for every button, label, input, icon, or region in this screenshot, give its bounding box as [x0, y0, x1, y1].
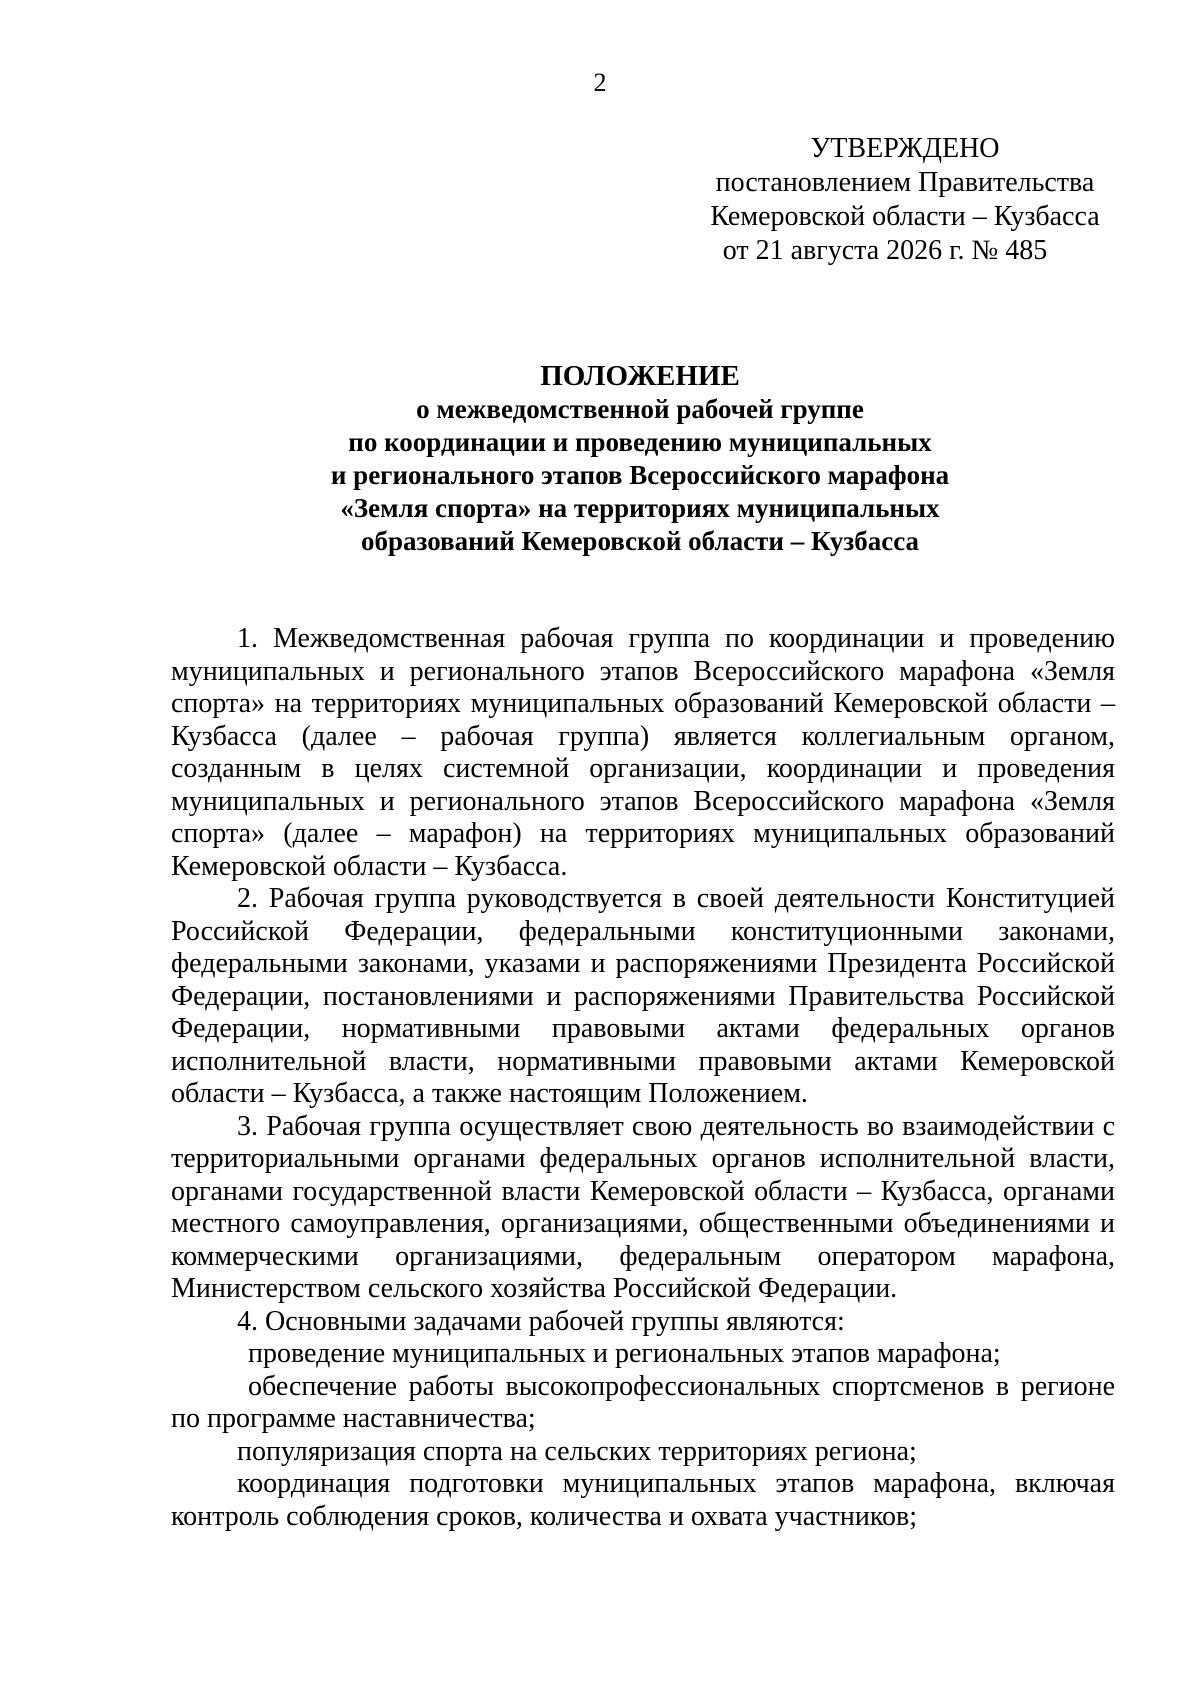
document-body: [171, 623, 1115, 1533]
approval-line-by-resolution: постановлением Правительства: [715, 167, 1095, 198]
approval-line-approved: УТВЕРЖДЕНО: [810, 133, 1000, 164]
paragraph-2: 2. Рабочая группа руководствуется в своей деятельности Конституцией Российской Федерации, федеральными конституционными законами, федеральными законами, указами и распоряжениями Президента Российской Федерации, постановлениями и распоряжениями Правительства Российской Федерации, нормативными правовыми актами федеральных органов исполнительной власти, нормативными правовыми актами Кемеровской области – Кузбасса, а также настоящим Положением.: [171, 883, 1115, 1109]
paragraph-1: 1. Межведомственная рабочая группа по координации и проведению муниципальных и регионального этапов Всероссийского марафона «Земля спорта» на территориях муниципальных образований Кемеровской области – Кузбасса (далее – рабочая группа) является коллегиальным органом, созданным в целях системной организации, координации и проведения муниципальных и регионального этапов Всероссийского марафона «Земля спорта» (далее – марафон) на территориях муниципальных образований Кемеровской области – Кузбасса.: [171, 623, 1115, 882]
document-subtitle-line: по координации и проведению муниципальных: [348, 427, 932, 457]
approval-line-date-number: от 21 августа 2026 г. № 485: [722, 235, 1048, 266]
paragraph-4: 4. Основными задачами рабочей группы являются:: [237, 1305, 845, 1337]
approval-line-region: Кемеровской области – Кузбасса: [710, 201, 1100, 232]
document-title: ПОЛОЖЕНИЕ: [540, 360, 740, 392]
document-subtitle-line: о межведомственной рабочей группе: [416, 394, 864, 424]
task-item: обеспечение работы высокопрофессиональных спортсменов в регионе по программе наставничества;: [171, 1370, 1115, 1434]
document-subtitle-line: «Земля спорта» на территориях муниципальных: [340, 493, 940, 523]
document-title-block: [150, 360, 1130, 558]
document-subtitle-line: образований Кемеровской области – Кузбасса: [360, 526, 920, 556]
page-number: 2: [593, 68, 607, 97]
task-item: координация подготовки муниципальных этапов марафона, включая контроль соблюдения сроков, количества и охвата участников;: [171, 1468, 1115, 1532]
document-subtitle-line: и регионального этапов Всероссийского марафона: [330, 460, 950, 490]
paragraph-3: 3. Рабочая группа осуществляет свою деятельность во взаимодействии с территориальными органами федеральных органов исполнительной власти, органами государственной власти Кемеровской области – Кузбасса, органами местного самоуправления, организациями, общественными объединениями и коммерческими организациями, федеральным оператором марафона, Министерством сельского хозяйства Российской Федерации.: [171, 1110, 1115, 1304]
task-item: популяризация спорта на сельских территориях региона;: [237, 1435, 917, 1467]
approval-stamp-block: [700, 132, 1110, 268]
task-item: проведение муниципальных и региональных этапов марафона;: [248, 1338, 1001, 1369]
